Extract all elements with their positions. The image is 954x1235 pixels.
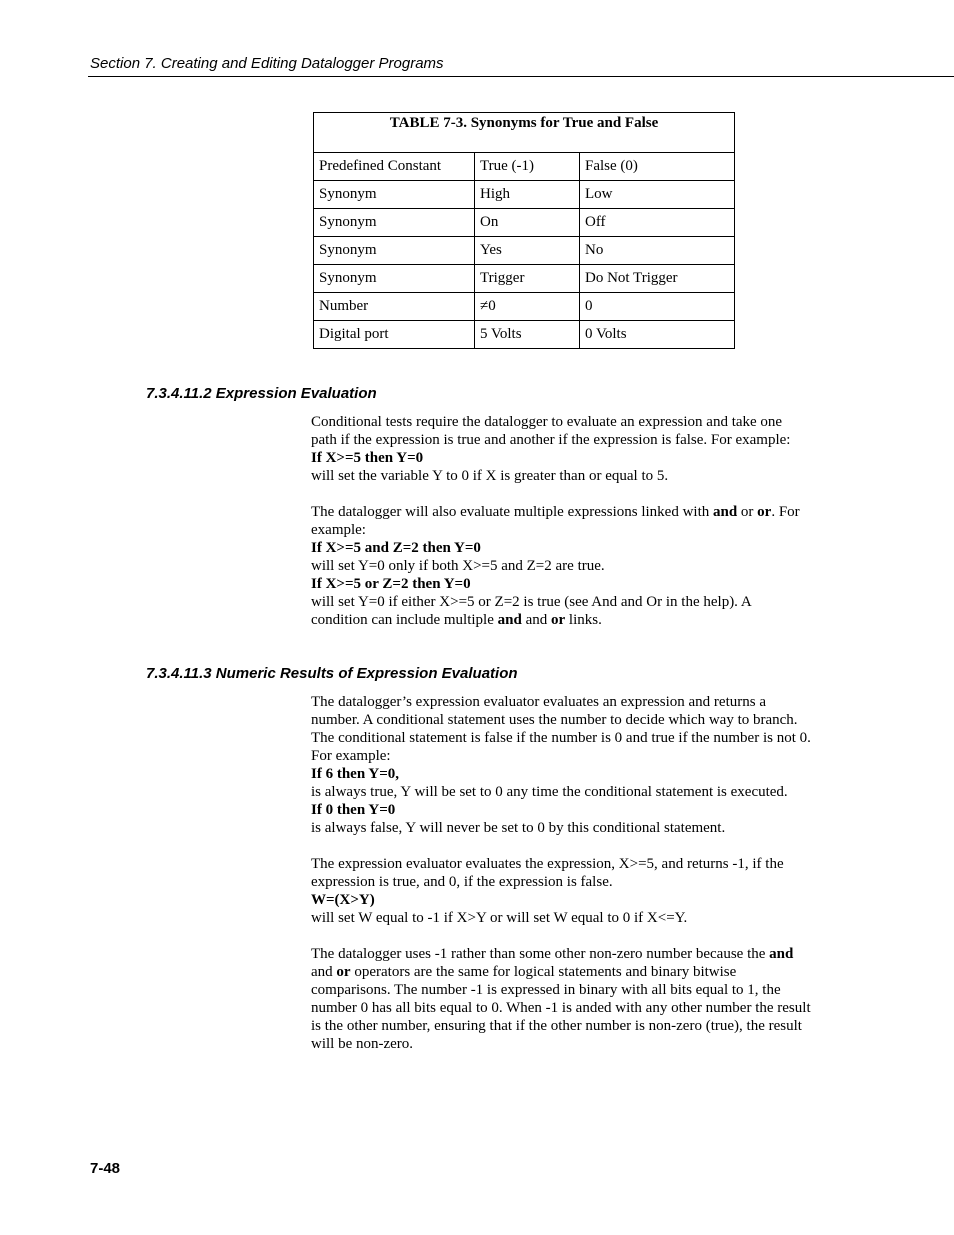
paragraph: Conditional tests require the datalogger to evaluate an expression and take one path if the expression is true and another if the expression is false. For example:	[311, 414, 791, 448]
table-cell: Synonym	[314, 181, 475, 209]
table-row	[314, 209, 735, 237]
table-row	[314, 237, 735, 265]
expression-evaluation-body	[311, 413, 811, 629]
table-cell: ≠0	[475, 293, 580, 321]
code-example: If X>=5 then Y=0	[311, 450, 424, 466]
table-cell: Synonym	[314, 265, 475, 293]
table-row	[314, 293, 735, 321]
paragraph: is always true, Y will be set to 0 any time the conditional statement is executed.	[311, 784, 788, 800]
code-example: If X>=5 and Z=2 then Y=0	[311, 540, 481, 556]
numeric-results-body	[311, 693, 816, 1053]
code-example: W=(X>Y)	[311, 892, 375, 908]
paragraph	[311, 503, 811, 539]
table-row	[314, 321, 735, 349]
table-cell: Synonym	[314, 209, 475, 237]
table-cell: 5 Volts	[475, 321, 580, 349]
table-cell: Predefined Constant	[314, 153, 475, 181]
table-cell: No	[580, 237, 735, 265]
code-example: If 0 then Y=0	[311, 802, 396, 818]
code-example: If X>=5 or Z=2 then Y=0	[311, 576, 471, 592]
paragraph: is always false, Y will never be set to 0 by this conditional statement.	[311, 820, 726, 836]
table-caption: TABLE 7-3. Synonyms for True and False	[314, 113, 735, 153]
text-run: and	[521, 612, 551, 628]
text-run: or	[737, 504, 758, 520]
table-cell: Do Not Trigger	[580, 265, 735, 293]
keyword-or: or	[550, 612, 566, 628]
header-rule	[88, 76, 954, 77]
paragraph: will set the variable Y to 0 if X is greater than or equal to 5.	[311, 468, 669, 484]
table-cell: On	[475, 209, 580, 237]
keyword-or: or	[757, 504, 772, 520]
text-run: The datalogger uses -1 rather than some other non-zero number because the	[311, 946, 770, 962]
text-run: The datalogger will also evaluate multiple expressions linked with	[311, 504, 713, 520]
table-row	[314, 265, 735, 293]
section-heading-expression-evaluation: 7.3.4.11.2 Expression Evaluation	[146, 385, 377, 402]
keyword-or: or	[336, 964, 351, 980]
text-run: . For example:	[311, 504, 800, 538]
table-row	[314, 181, 735, 209]
table-cell: High	[475, 181, 580, 209]
table-cell: Synonym	[314, 237, 475, 265]
synonyms-table	[313, 112, 735, 349]
table-cell: Trigger	[475, 265, 580, 293]
paragraph: The expression evaluator evaluates the expression, X>=5, and returns -1, if the expression is true, and 0, if the expression is false.	[311, 856, 784, 890]
table-cell: True (-1)	[475, 153, 580, 181]
paragraph: will set Y=0 only if both X>=5 and Z=2 are true.	[311, 558, 605, 574]
keyword-and: and	[712, 504, 738, 520]
text-run: links.	[565, 612, 602, 628]
table-cell: 0	[580, 293, 735, 321]
running-header: Section 7. Creating and Editing Datalogger Programs	[90, 55, 444, 72]
table-cell: Low	[580, 181, 735, 209]
table-cell: False (0)	[580, 153, 735, 181]
text-run: will set Y=0 if either X>=5 or Z=2 is true (see And and Or in the help). A condition can include multiple	[311, 594, 751, 628]
paragraph	[311, 945, 816, 1053]
paragraph: will set W equal to -1 if X>Y or will set W equal to 0 if X<=Y.	[311, 910, 688, 926]
paragraph: The datalogger’s expression evaluator evaluates an expression and returns a number. A conditional statement uses the number to decide which way to branch. The conditional statement is false if the number is 0 and true if the number is not 0. For example:	[311, 694, 811, 764]
page-number: 7-48	[90, 1160, 121, 1177]
table-cell: Off	[580, 209, 735, 237]
table-row	[314, 153, 735, 181]
table-cell: 0 Volts	[580, 321, 735, 349]
table-cell: Number	[314, 293, 475, 321]
keyword-and: and	[497, 612, 522, 628]
paragraph	[311, 593, 811, 629]
section-heading-numeric-results: 7.3.4.11.3 Numeric Results of Expression Evaluation	[146, 665, 518, 682]
keyword-and: and	[769, 946, 794, 962]
table-cell: Digital port	[314, 321, 475, 349]
text-run: operators are the same for logical statements and binary bitwise comparisons. The number -1 is expressed in binary with all bits equal to 1, the number 0 has all bits equal to 0. When -1 is anded with any other number the result is the other number, ensuring that if the other number is non-zero (true), the result will be non-zero.	[311, 964, 811, 1052]
table-cell: Yes	[475, 237, 580, 265]
code-example: If 6 then Y=0,	[311, 766, 399, 782]
text-run: and	[311, 964, 337, 980]
